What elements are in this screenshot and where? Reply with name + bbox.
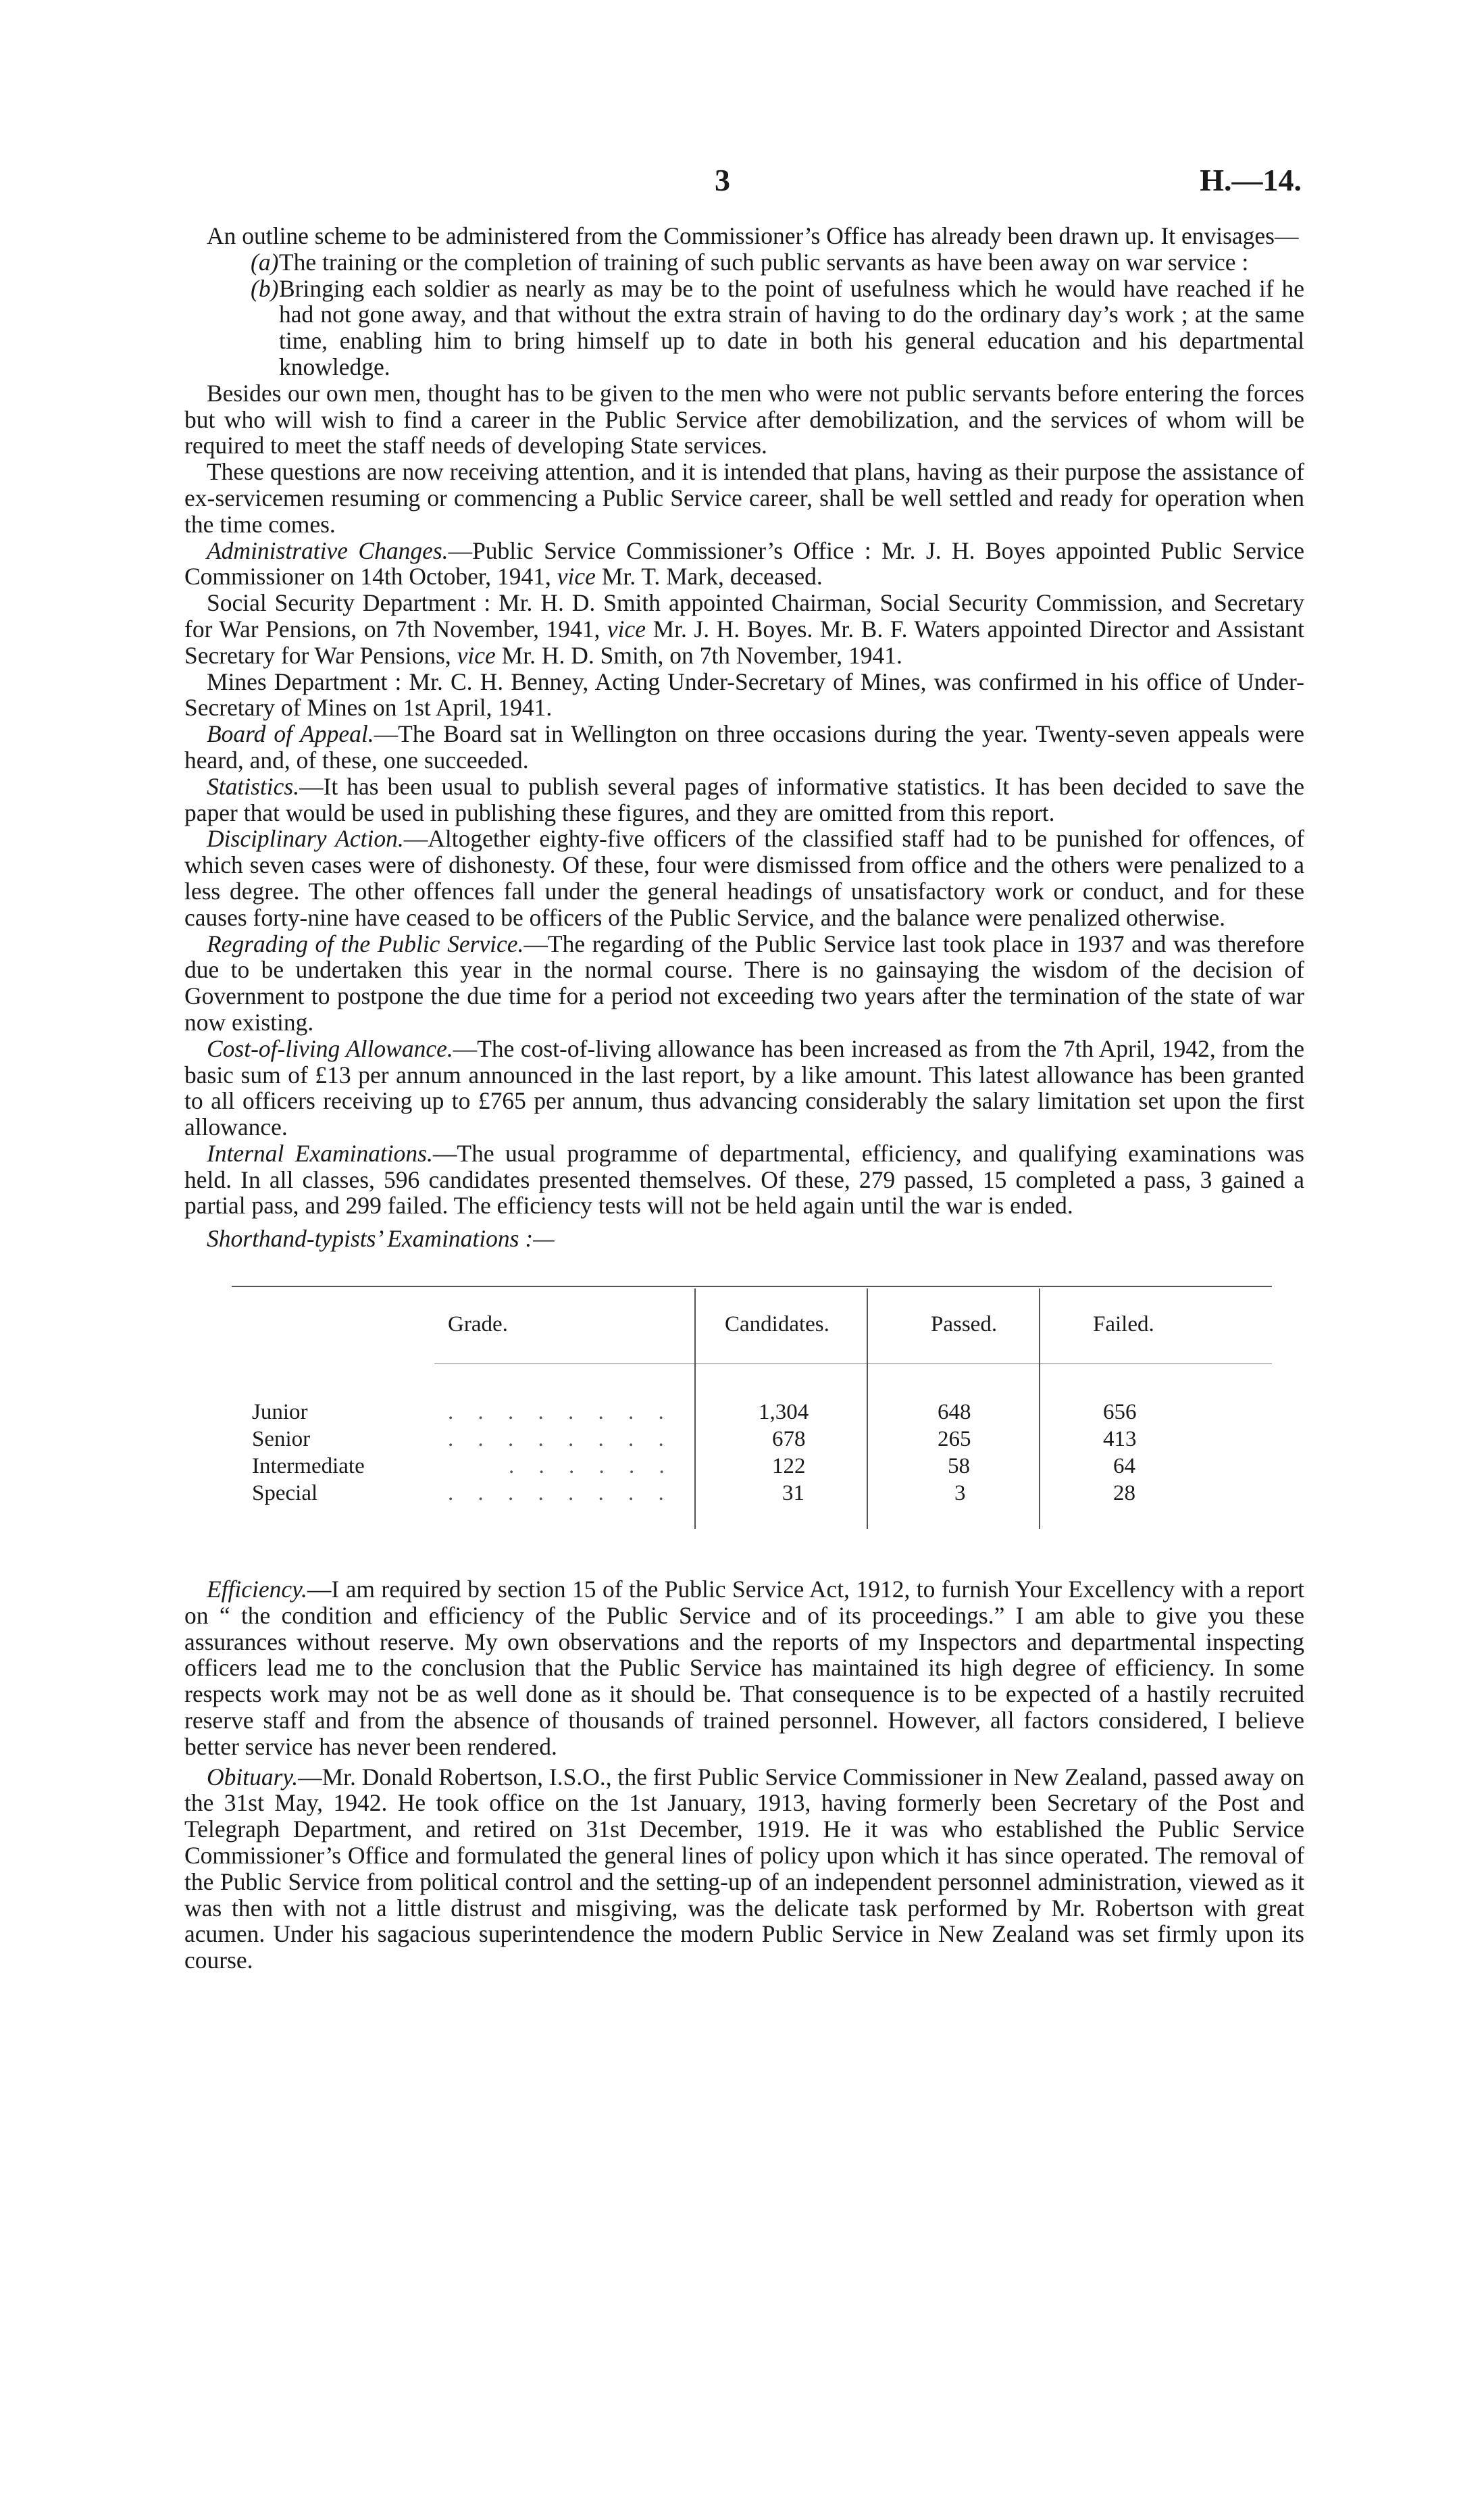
section-label-cost-of-living: Cost-of-living Allowance. (207, 1034, 453, 1062)
paragraph-social-security (184, 590, 1304, 668)
list-label-b: (b) (251, 274, 279, 302)
row-grade: Senior (252, 1427, 311, 1452)
obituary-text: —Mr. Donald Robertson, I.S.O., the first Public Service Commissioner in New Zealand, passed away on the 31st May, 1942. He took office on the 1st January, 1913, having formerly been Secretary of the Post and Telegraph Department, and retired on 31st December, 1919. He it was who established the Public Service Commissioner’s Office and formulated the general lines of policy upon which it has since operated. The removal of the Public Service from political control and the setting-up of an independent personnel administration, viewed as it was then with not a little distrust and misgiving, was the delicate task performed by Mr. Robertson with great acumen. Under his sagacious superintendence the modern Public Service in New Zealand was set firmly upon its course. (184, 1763, 1304, 1974)
section-label-appeal: Board of Appeal. (207, 720, 374, 748)
paragraph-regrading (184, 931, 1304, 1036)
row-passed: 3 (954, 1481, 966, 1506)
page-number: 3 (715, 163, 730, 197)
row-passed: 58 (948, 1454, 970, 1479)
appeal-text: —The Board sat in Wellington on three occasions during the year. Twenty-seven appeals were heard, and, of these, one succeeded. (184, 720, 1304, 774)
paragraph-cost-of-living (184, 1036, 1304, 1141)
row-failed: 28 (1113, 1481, 1135, 1506)
social-text-3: Mr. H. D. Smith, on 7th November, 1941. (495, 641, 902, 669)
row-candidates: 1,304 (759, 1400, 809, 1425)
social-text-2: Mr. J. H. Boyes. Mr. B. F. Waters appointed Director and Assistant Secretary for War Pensions, (184, 615, 1304, 669)
statistics-text: —It has been usual to publish several pages of informative statistics. It has been decided to save the paper that would be used in publishing these figures, and they are omitted from this report. (184, 772, 1304, 826)
disciplinary-text: —Altogether eighty-five officers of the classified staff had to be punished for offences, of which seven cases were of dishonesty. Of these, four were dismissed from office and the others were penalized to a less degree. The other offences fall under the general headings of unsatisfactory work or conduct, and for these causes forty-nine have ceased to be officers of the Public Service, and the balance were penalized otherwise. (184, 825, 1304, 931)
row-grade: Special (252, 1481, 318, 1506)
table-header-failed: Failed. (1093, 1312, 1154, 1337)
list-item-a (184, 249, 1304, 276)
table-row (252, 1426, 310, 1453)
paragraph-mines: Mines Department : Mr. C. H. Benney, Acting Under-Secretary of Mines, was confirmed in his office of Under-Secretary of Mines on 1st April, 1941. (184, 668, 1304, 722)
list-text-b: Bringing each soldier as nearly as may be to the point of usefulness which he would have reached if he had not gone away, and that without the extra strain of having to do the ordinary day’s work ; at the same time, enabling him to bring himself up to date in both his general education and his departmental knowledge. (279, 274, 1304, 380)
section-label-obituary: Obituary. (207, 1763, 299, 1790)
paragraph-internal-examinations (184, 1141, 1304, 1219)
document-body (184, 223, 1304, 1974)
intro-paragraph: An outline scheme to be administered from the Commissioner’s Office has already been drawn up. It envisages— (207, 222, 1299, 249)
paragraph-efficiency (184, 1576, 1304, 1760)
section-label-disciplinary: Disciplinary Action. (207, 825, 404, 853)
table-header-candidates: Candidates. (725, 1312, 829, 1337)
paragraph-besides: Besides our own men, thought has to be given to the men who were not public servants before entering the forces but who will wish to find a career in the Public Service after demobilization, and the services of whom will be required to meet the staff needs of developing State services. (184, 379, 1304, 459)
section-label-statistics: Statistics. (207, 772, 300, 800)
row-leader-dots: . . . . . . (509, 1454, 674, 1479)
row-passed: 265 (938, 1427, 971, 1452)
row-leader-dots: . . . . . . . . (448, 1481, 673, 1506)
row-grade: Intermediate (252, 1454, 365, 1479)
page-header (0, 162, 1484, 203)
row-leader-dots: . . . . . . . . (448, 1400, 673, 1425)
paragraph-disciplinary (184, 826, 1304, 930)
row-failed: 656 (1103, 1400, 1137, 1425)
cost-of-living-text: —The cost-of-living allowance has been increased as from the 7th April, 1942, from the basic sum of £13 per annum announced in the last report, by a like amount. This latest allowance has been granted to all officers receiving up to £765 per annum, thus advancing considerably the salary limitation set upon the first allowance. (184, 1034, 1304, 1141)
admin-text-1: —Public Service Commissioner’s Office : Mr. J. H. Boyes appointed Public Service Commissioner on 14th October, 1941, (184, 536, 1305, 591)
table-top-rule (232, 1286, 1272, 1287)
row-candidates: 678 (772, 1427, 806, 1452)
row-candidates: 31 (782, 1481, 804, 1506)
paragraph-administrative-changes (184, 538, 1304, 591)
regrading-text: —The regarding of the Public Service last took place in 1937 and was therefore due to be undertaken this year in the normal course. There is no gainsaying the wisdom of the decision of Government to postpone the due time for a period not exceeding two years after the termination of the state of war now existing. (184, 930, 1304, 1036)
list-item-b (184, 276, 1304, 380)
paragraph-board-of-appeal (184, 721, 1304, 774)
paragraph-statistics (184, 774, 1304, 826)
table-header-grade: Grade. (448, 1312, 508, 1337)
table-header-rule (434, 1363, 1272, 1364)
list-label-a: (a) (251, 248, 279, 276)
row-passed: 648 (938, 1400, 971, 1425)
social-text-1: Social Security Department : Mr. H. D. Smith appointed Chairman, Social Security Commission, and Secretary for War Pensions, on 7th November, 1941, (184, 589, 1304, 643)
section-label-administrative: Administrative Changes. (207, 536, 449, 564)
social-vice-2: vice (457, 641, 496, 669)
section-label-regrading: Regrading of the Public Service. (207, 930, 524, 957)
table-column-rule-2 (867, 1288, 868, 1529)
row-grade: Junior (252, 1400, 308, 1425)
table-row (252, 1480, 317, 1507)
paragraph-questions: These questions are now receiving attention, and it is intended that plans, having as their purpose the assistance of ex-servicemen resuming or commencing a Public Service career, shall be well settled and ready for operation when the time comes. (184, 458, 1304, 538)
table-column-rule-3 (1039, 1288, 1040, 1529)
shorthand-typists-heading: Shorthand-typists’ Examinations :— (207, 1225, 555, 1253)
row-leader-dots: . . . . . . . . (448, 1427, 673, 1452)
section-label-internal-examinations: Internal Examinations. (207, 1139, 433, 1167)
table-row (252, 1453, 365, 1480)
row-failed: 64 (1113, 1454, 1135, 1479)
list-text-a: The training or the completion of training of such public servants as have been away on war service : (279, 248, 1249, 276)
section-label-efficiency: Efficiency. (207, 1576, 307, 1603)
examinations-table (184, 1279, 1304, 1543)
social-vice-1: vice (607, 615, 646, 643)
table-column-rule-1 (694, 1288, 696, 1529)
efficiency-text: —I am required by section 15 of the Public Service Act, 1912, to furnish Your Excellency with a report on “ the condition and efficiency of the Public Service and of its proceedings.” I am able to give you these assurances without reserve. My own observations and the reports of my Inspectors and departmental inspecting officers lead me to the conclusion that the Public Service has maintained its high degree of efficiency. In some respects work may not be as well done as it should be. That consequence is to be expected of a hastily recruited reserve staff and from the absence of thousands of trained personnel. However, all factors considered, I believe better service has never been rendered. (184, 1576, 1304, 1760)
paragraph-obituary (184, 1764, 1304, 1974)
row-candidates: 122 (772, 1454, 806, 1479)
internal-examinations-text: —The usual programme of departmental, efficiency, and qualifying examinations was held. In all classes, 596 candidates presented themselves. Of these, 279 passed, 15 completed a pass, 3 gained a partial pass, and 299 failed. The efficiency tests will not be held again until the war is ended. (184, 1139, 1304, 1220)
admin-text-2: Mr. T. Mark, deceased. (595, 563, 823, 591)
admin-vice-1: vice (557, 563, 596, 591)
document-reference: H.—14. (1200, 163, 1302, 197)
table-header-passed: Passed. (931, 1312, 998, 1337)
row-failed: 413 (1103, 1427, 1137, 1452)
table-row (252, 1399, 308, 1426)
